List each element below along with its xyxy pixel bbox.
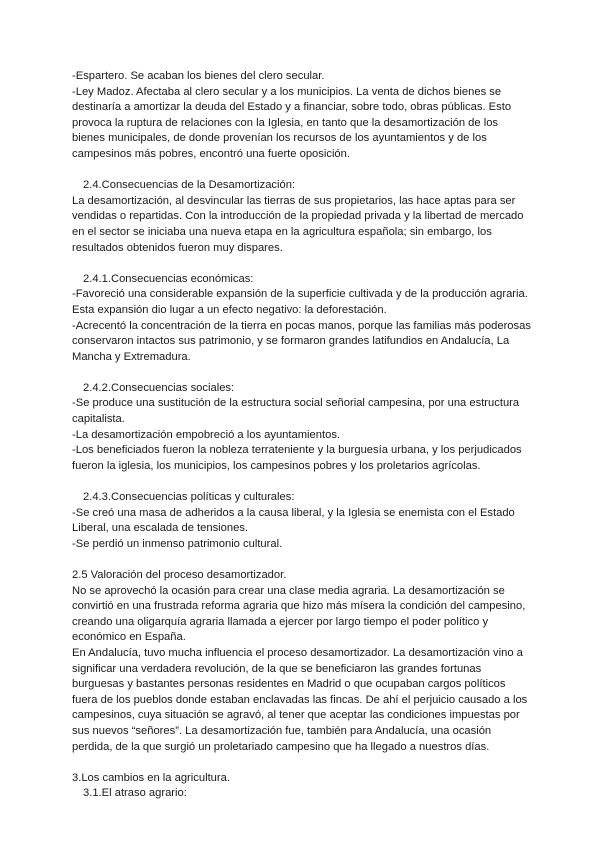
text-line: convirtió en una frustrada reforma agraria que hizo más mísera la condición del campesino, [72,600,526,613]
text-line: Liberal, una escalada de tensiones. [72,522,249,535]
paragraph-economicas [72,287,542,365]
text-line: burguesas y bastantes personas residentes en Madrid o que ocupaban cargos políticos [72,678,506,691]
text-line: fueron la iglesia, los municipios, los campesinos pobres y los proletarios agrícolas. [72,459,481,472]
paragraph-gap [72,365,542,381]
text-line: resultados obtenidos fueron muy dispares. [72,241,283,254]
text-line: En Andalucía, tuvo mucha influencia el proceso desamortizador. La desamortización vino a [72,646,523,659]
text-line: destinaría a amortizar la deuda del Estado y a financiar, sobre todo, obras públicas. Esto [72,101,512,114]
paragraph-gap [72,755,542,771]
text-line: perdida, de la que surgió un proletariado campesino que ha llegado a nuestros días. [72,740,490,753]
text-line: sus nuevos “señores”. La desamortización fue, también para Andalucía, una ocasión [72,724,492,737]
text-line: -Se perdió un inmenso patrimonio cultural. [72,537,283,550]
text-line: No se aprovechó la ocasión para crear una clase media agraria. La desamortización se [72,584,505,597]
paragraph-gap [72,163,542,179]
section-heading-3-1: 3.1.El atraso agrario: [83,787,187,800]
text-line: Esta expansión dio lugar a un efecto negativo: la deforestación. [72,303,387,316]
text-line: fuera de los pueblos donde estaban enclavadas las fincas. De ahí el perjuicio causado a los [72,693,528,706]
section-heading-3: 3.Los cambios en la agricultura. [72,771,230,784]
text-line: -La desamortización empobreció a los ayuntamientos. [72,428,341,441]
paragraph-consecuencias [72,194,542,256]
text-line: conservaron intactos sus patrimonio, y se formaron grandes latifundios en Andalucía, La [72,335,510,348]
text-line: bienes municipales, de donde provenían los recursos de los ayuntamientos y de los [72,132,487,145]
paragraph-valoracion [72,584,542,756]
text-line: La desamortización, al desvincular las tierras de sus propietarios, las hace aptas para ser [72,194,516,207]
section-heading-2-4-2: 2.4.2.Consecuencias sociales: [83,381,235,394]
text-line: -Se creó una masa de adheridos a la causa liberal, y la Iglesia se enemista con el Estado [72,506,515,519]
text-line: vendidas o repartidas. Con la introducción de la propiedad privada y la libertad de mercado [72,210,524,223]
text-line: campesinos más pobres, encontró una fuerte oposición. [72,147,350,160]
document-page [72,69,542,802]
text-line: campesinos, cuya situación se agravó, al tener que aceptar las condiciones impuestas por [72,709,520,722]
text-line: Mancha y Extremadura. [72,350,191,363]
text-line: significar una verdadera revolución, de la que se beneficiaron las grandes fortunas [72,662,482,675]
text-line: provoca la ruptura de relaciones con la Iglesia, en tanto que la desamortización de los [72,116,499,129]
paragraph-gap [72,552,542,568]
section-heading-2-4: 2.4.Consecuencias de la Desamortización: [83,179,296,192]
paragraph-sociales [72,396,542,474]
text-line: creando una oligarquía agraria llamada a ejercer por largo tiempo el poder político y [72,615,489,628]
section-heading-2-4-1: 2.4.1.Consecuencias económicas: [83,272,254,285]
paragraph-gap [72,256,542,272]
text-line: -Favoreció una considerable expansión de la superficie cultivada y de la producción agraria. [72,288,528,301]
section-heading-2-4-3: 2.4.3.Consecuencias políticas y culturales: [83,491,295,504]
section-heading-2-5: 2.5 Valoración del proceso desamortizador. [72,569,287,581]
paragraph-politicas [72,506,542,553]
text-line: económico en España. [72,631,186,644]
text-line: -Ley Madoz. Afectaba al clero secular y a los municipios. La venta de dichos bienes se [72,85,502,98]
text-line: -Acrecentó la concentración de la tierra en pocas manos, porque las familias más poderosas [72,319,531,332]
text-line: -Los beneficiados fueron la nobleza terrateniente y la burguesía urbana, y los perjudicados [72,444,522,457]
text-line: capitalista. [72,413,125,426]
paragraph-gap [72,474,542,490]
text-line: en el sector se iniciaba una nueva etapa en la agricultura española; sin embargo, los [72,225,492,238]
text-line: -Espartero. Se acaban los bienes del clero secular. [72,70,325,82]
text-line: -Se produce una sustitución de la estructura social señorial campesina, por una estructura [72,397,520,410]
paragraph-espartero-madoz [72,69,542,163]
